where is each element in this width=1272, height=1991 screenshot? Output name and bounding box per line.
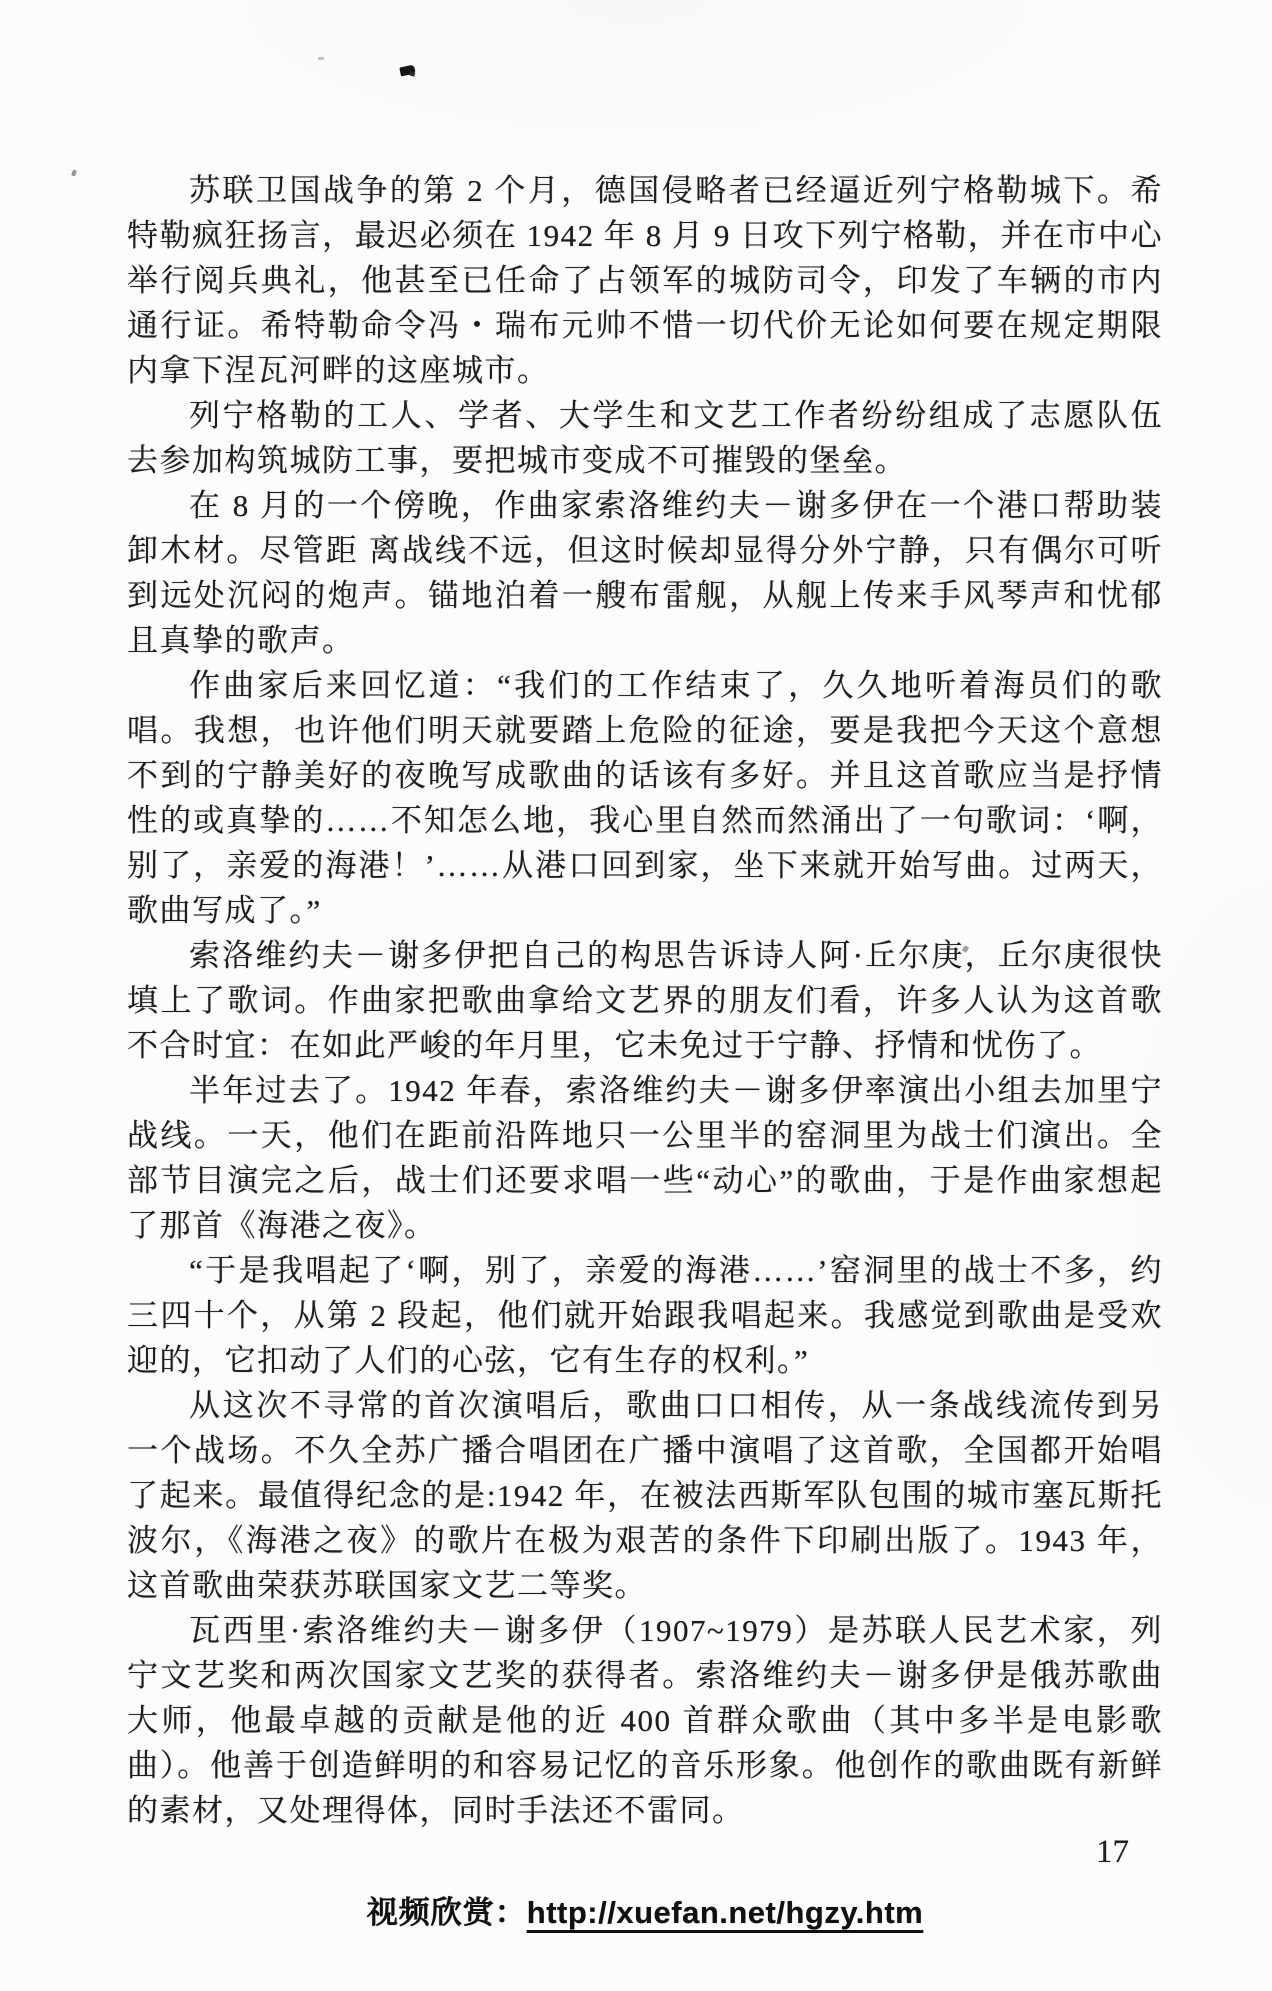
paragraph: “于是我唱起了‘啊，别了，亲爱的海港……’窑洞里的战士不多，约三四十个，从第 2 段起，他们就开始跟我唱起来。我感觉到歌曲是受欢迎的，它扣动了人们的心弦，它有生存的权利。” (127, 1253, 1163, 1378)
paragraph: 从这次不寻常的首次演唱后，歌曲口口相传，从一条战线流传到另一个战场。不久全苏广播合唱团在广播中演唱了这首歌，全国都开始唱了起来。最值得纪念的是:1942 年，在被法西斯军队包围的城市塞瓦斯托波尔，《海港之夜》的歌片在极为艰苦的条件下印刷出版了。1943 年，这首歌曲荣获苏联国家文艺二等奖。 (127, 1388, 1163, 1603)
paragraph: 索洛维约夫－谢多伊把自己的构思告诉诗人阿·丘尔庚，丘尔庚很快填上了歌词。作曲家把歌曲拿给文艺界的朋友们看，许多人认为这首歌不合时宜：在如此严峻的年月里，它未免过于宁静、抒情和忧伤了。 (127, 938, 1163, 1063)
paragraph: 列宁格勒的工人、学者、大学生和文艺工作者纷纷组成了志愿队伍去参加构筑城防工事，要把城市变成不可摧毁的堡垒。 (127, 398, 1163, 478)
ink-speck (399, 65, 416, 77)
paragraph: 苏联卫国战争的第 2 个月，德国侵略者已经逼近列宁格勒城下。希特勒疯狂扬言，最迟必须在 1942 年 8 月 9 日攻下列宁格勒，并在市中心举行阅兵典礼，他甚至已任命了占领军的城防司令，印发了车辆的市内通行证。希特勒命令冯・瑞布元帅不惜一切代价无论如何要在规定期限内拿下涅瓦河畔的这座城市。 (127, 173, 1163, 388)
paragraph: 作曲家后来回忆道：“我们的工作结束了，久久地听着海员们的歌唱。我想，也许他们明天就要踏上危险的征途，要是我把今天这个意想不到的宁静美好的夜晚写成歌曲的话该有多好。并且这首歌应当是抒情性的或真挚的……不知怎么地，我心里自然而然涌出了一句歌词：‘啊，别了，亲爱的海港！’……从港口回到家，坐下来就开始写曲。过两天，歌曲写成了。” (127, 668, 1163, 928)
video-appreciation-line (127, 1887, 1163, 1932)
paragraph: 瓦西里·索洛维约夫－谢多伊（1907~1979）是苏联人民艺术家，列宁文艺奖和两次国家文艺奖的获得者。索洛维约夫－谢多伊是俄苏歌曲大师，他最卓越的贡献是他的近 400 首群众歌曲（其中多半是电影歌曲）。他善于创造鲜明的和容易记忆的音乐形象。他创作的歌曲既有新鲜的素材，又处理得体，同时手法还不雷同。 (127, 1613, 1163, 1828)
ink-speck (318, 57, 324, 60)
body-text (127, 168, 1163, 1932)
video-link-url[interactable]: http://xuefan.net/hgzy.htm (526, 1895, 924, 1930)
paragraph: 在 8 月的一个傍晚，作曲家索洛维约夫－谢多伊在一个港口帮助装卸木材。尽管距 离战线不远，但这时候却显得分外宁静，只有偶尔可听到远处沉闷的炮声。锚地泊着一艘布雷舰，从舰上传来手风琴声和忧郁且真挚的歌声。 (127, 488, 1163, 658)
video-link-label: 视频欣赏： (366, 1895, 527, 1930)
page-number: 17 (1096, 1834, 1129, 1870)
paragraph: 半年过去了。1942 年春，索洛维约夫－谢多伊率演出小组去加里宁战线。一天，他们在距前沿阵地只一公里半的窑洞里为战士们演出。全部节目演完之后，战士们还要求唱一些“动心”的歌曲，于是作曲家想起了那首《海港之夜》。 (127, 1073, 1163, 1243)
ink-speck (71, 169, 77, 176)
